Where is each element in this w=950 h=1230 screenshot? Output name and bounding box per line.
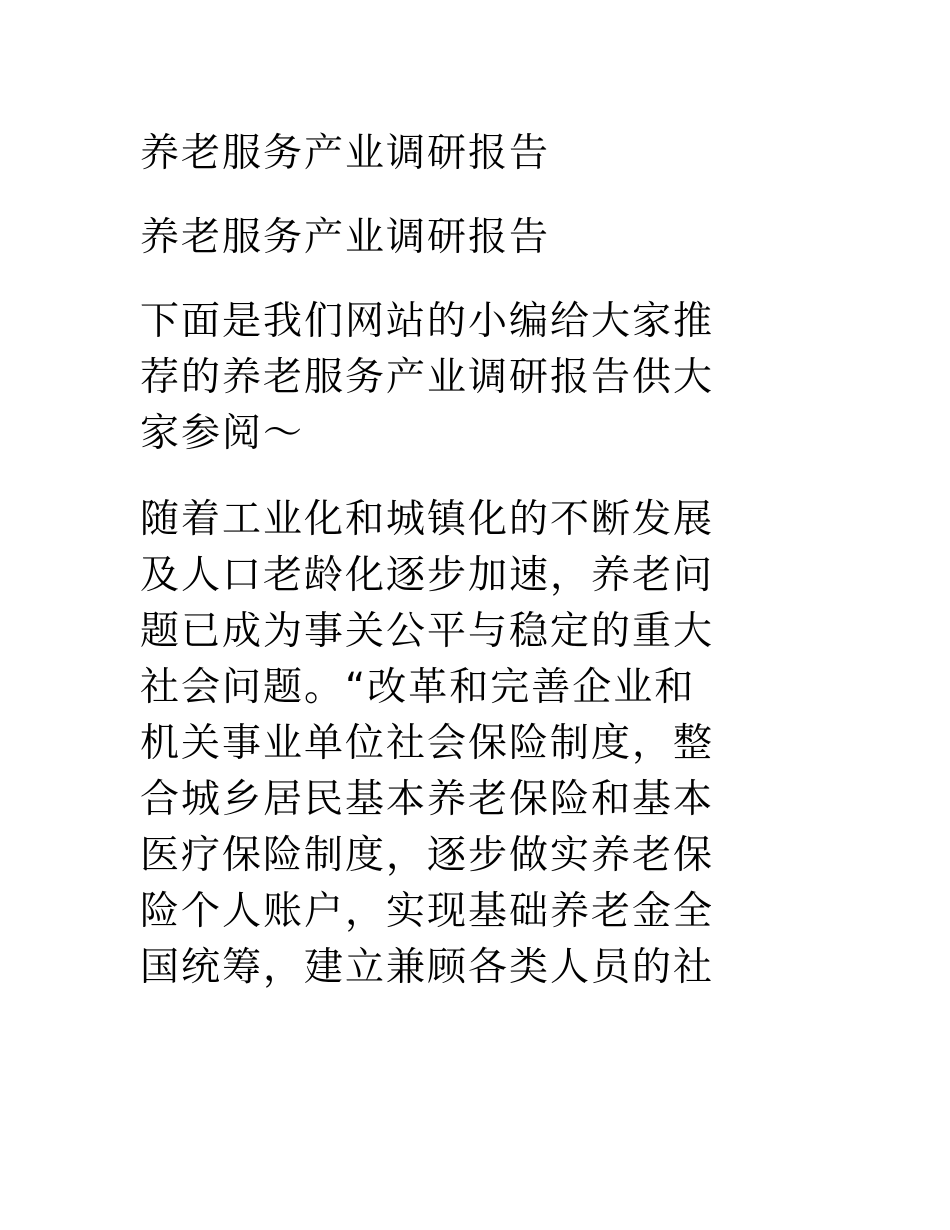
- body-line: 国统筹，建立兼顾各类人员的社: [140, 945, 715, 990]
- body-line: 题已成为事关公平与稳定的重大: [140, 609, 715, 654]
- document-page: [140, 126, 780, 996]
- document-title: 养老服务产业调研报告: [140, 131, 551, 176]
- intro-paragraph: [140, 294, 780, 462]
- body-line: 随着工业化和城镇化的不断发展: [140, 497, 715, 542]
- intro-line: 荐的养老服务产业调研报告供大: [140, 355, 715, 400]
- body-line: 及人口老龄化逐步加速，养老问: [140, 553, 715, 598]
- document-subtitle: 养老服务产业调研报告: [140, 215, 551, 260]
- intro-line: 家参阅～: [140, 411, 305, 456]
- body-line: 社会问题。“改革和完善企业和: [140, 665, 696, 710]
- body-line: 合城乡居民基本养老保险和基本: [140, 777, 715, 822]
- body-paragraph: [140, 492, 780, 996]
- body-line: 险个人账户，实现基础养老金全: [140, 889, 715, 934]
- body-line: 机关事业单位社会保险制度，整: [140, 721, 715, 766]
- body-line: 医疗保险制度，逐步做实养老保: [140, 833, 715, 878]
- intro-line: 下面是我们网站的小编给大家推: [140, 299, 715, 344]
